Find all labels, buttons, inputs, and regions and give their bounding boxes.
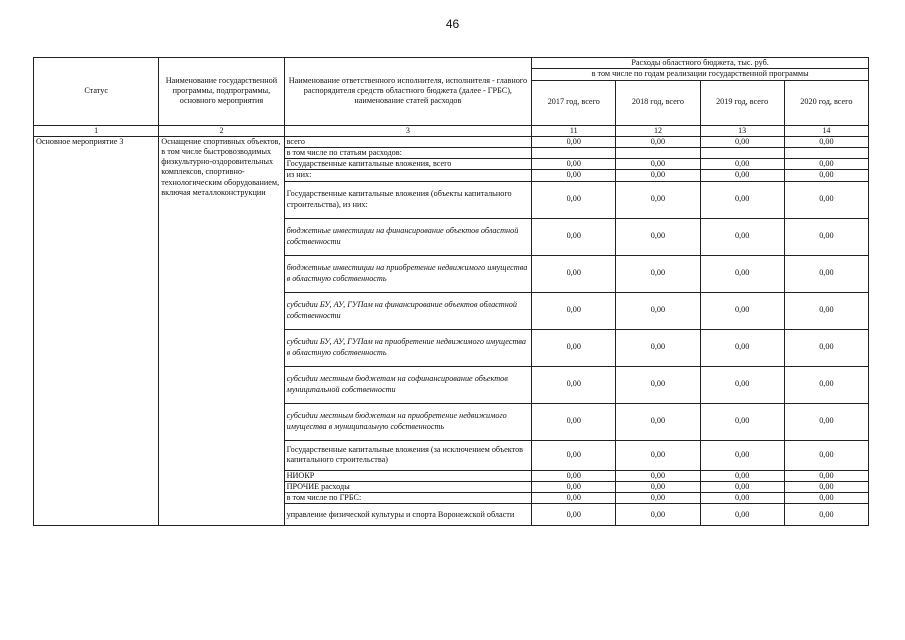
value-cell: 0,00 [700, 403, 784, 440]
value-cell: 0,00 [616, 159, 700, 170]
value-cell: 0,00 [700, 440, 784, 470]
row-label: НИОКР [284, 470, 532, 481]
row-label: бюджетные инвестиции на приобретение недвижимого имущества в областную собственность [284, 255, 532, 292]
header-by-years: в том числе по годам реализации государственной программы [532, 69, 869, 80]
header-responsible: Наименование ответственного исполнителя, исполнителя - главного распорядителя средств областного бюджета (далее - ГРБС), наименование статей расходов [284, 58, 532, 126]
value-cell: 0,00 [700, 493, 784, 504]
row-label: управление физической культуры и спорта Воронежской области [284, 504, 532, 526]
value-cell: 0,00 [616, 218, 700, 255]
value-cell: 0,00 [700, 292, 784, 329]
value-cell: 0,00 [700, 136, 784, 147]
value-cell: 0,00 [784, 481, 868, 492]
value-cell: 0,00 [784, 170, 868, 181]
value-cell: 0,00 [700, 481, 784, 492]
value-cell: 0,00 [700, 329, 784, 366]
value-cell: 0,00 [700, 170, 784, 181]
column-number: 13 [700, 125, 784, 136]
value-cell: 0,00 [532, 329, 616, 366]
value-cell: 0,00 [784, 255, 868, 292]
column-number: 1 [34, 125, 159, 136]
value-cell: 0,00 [784, 218, 868, 255]
value-cell: 0,00 [532, 218, 616, 255]
value-cell: 0,00 [700, 470, 784, 481]
program-name-cell: Оснащение спортивных объектов, в том числе быстровозводимых физкультурно-оздоровительных комплексов, спортивно-технологическим оборудованием, включая металлоконструкции [159, 136, 284, 526]
row-label: Государственные капитальные вложения, всего [284, 159, 532, 170]
value-cell: 0,00 [784, 504, 868, 526]
value-cell: 0,00 [616, 366, 700, 403]
value-cell: 0,00 [616, 470, 700, 481]
value-cell: 0,00 [616, 329, 700, 366]
value-cell: 0,00 [532, 255, 616, 292]
value-cell: 0,00 [700, 181, 784, 218]
value-cell [784, 147, 868, 158]
value-cell [700, 147, 784, 158]
value-cell: 0,00 [616, 181, 700, 218]
value-cell: 0,00 [532, 292, 616, 329]
column-numbers-row [34, 125, 869, 136]
value-cell: 0,00 [784, 403, 868, 440]
column-number: 2 [159, 125, 284, 136]
value-cell: 0,00 [784, 181, 868, 218]
value-cell: 0,00 [532, 159, 616, 170]
value-cell: 0,00 [616, 403, 700, 440]
value-cell: 0,00 [616, 292, 700, 329]
value-cell: 0,00 [784, 136, 868, 147]
header-year: 2017 год, всего [532, 80, 616, 125]
column-number: 3 [284, 125, 532, 136]
header-expenses: Расходы областного бюджета, тыс. руб. [532, 58, 869, 69]
row-label: в том числе по ГРБС: [284, 493, 532, 504]
value-cell: 0,00 [616, 136, 700, 147]
status-cell: Основное мероприятие 3 [34, 136, 159, 526]
value-cell: 0,00 [616, 504, 700, 526]
column-number: 11 [532, 125, 616, 136]
value-cell: 0,00 [616, 255, 700, 292]
row-label: Государственные капитальные вложения (за исключением объектов капитального строительства) [284, 440, 532, 470]
value-cell: 0,00 [700, 504, 784, 526]
value-cell: 0,00 [616, 170, 700, 181]
value-cell [616, 147, 700, 158]
value-cell: 0,00 [616, 481, 700, 492]
value-cell: 0,00 [784, 366, 868, 403]
value-cell: 0,00 [784, 292, 868, 329]
table-row [34, 136, 869, 147]
row-label: субсидии БУ, АУ, ГУПам на приобретение недвижимого имущества в областную собственность [284, 329, 532, 366]
value-cell: 0,00 [532, 136, 616, 147]
value-cell: 0,00 [532, 181, 616, 218]
row-label: ПРОЧИЕ расходы [284, 481, 532, 492]
budget-table [33, 57, 869, 526]
value-cell: 0,00 [784, 470, 868, 481]
column-number: 14 [784, 125, 868, 136]
header-status: Статус [34, 58, 159, 126]
header-year: 2020 год, всего [784, 80, 868, 125]
value-cell: 0,00 [700, 159, 784, 170]
value-cell: 0,00 [532, 470, 616, 481]
row-label: субсидии местным бюджетам на приобретение недвижимого имущества в муниципальную собственность [284, 403, 532, 440]
header-year: 2018 год, всего [616, 80, 700, 125]
value-cell: 0,00 [616, 493, 700, 504]
value-cell: 0,00 [532, 504, 616, 526]
value-cell: 0,00 [532, 440, 616, 470]
row-label: Государственные капитальные вложения (объекты капитального строительства), из них: [284, 181, 532, 218]
row-label: всего [284, 136, 532, 147]
value-cell: 0,00 [784, 329, 868, 366]
value-cell: 0,00 [784, 493, 868, 504]
row-label: бюджетные инвестиции на финансирование объектов областной собственности [284, 218, 532, 255]
header-program-name: Наименование государственной программы, подпрограммы, основного мероприятия [159, 58, 284, 126]
row-label: из них: [284, 170, 532, 181]
row-label: субсидии БУ, АУ, ГУПам на финансирование объектов областной собственности [284, 292, 532, 329]
value-cell: 0,00 [532, 170, 616, 181]
value-cell [532, 147, 616, 158]
page-number: 46 [445, 17, 460, 31]
header-year: 2019 год, всего [700, 80, 784, 125]
column-number: 12 [616, 125, 700, 136]
value-cell: 0,00 [532, 403, 616, 440]
value-cell: 0,00 [616, 440, 700, 470]
value-cell: 0,00 [532, 366, 616, 403]
row-label: в том числе по статьям расходов: [284, 147, 532, 158]
value-cell: 0,00 [784, 159, 868, 170]
value-cell: 0,00 [700, 255, 784, 292]
value-cell: 0,00 [532, 481, 616, 492]
value-cell: 0,00 [700, 218, 784, 255]
value-cell: 0,00 [532, 493, 616, 504]
row-label: субсидии местным бюджетам на софинансирование объектов муниципальной собственности [284, 366, 532, 403]
value-cell: 0,00 [700, 366, 784, 403]
value-cell: 0,00 [784, 440, 868, 470]
